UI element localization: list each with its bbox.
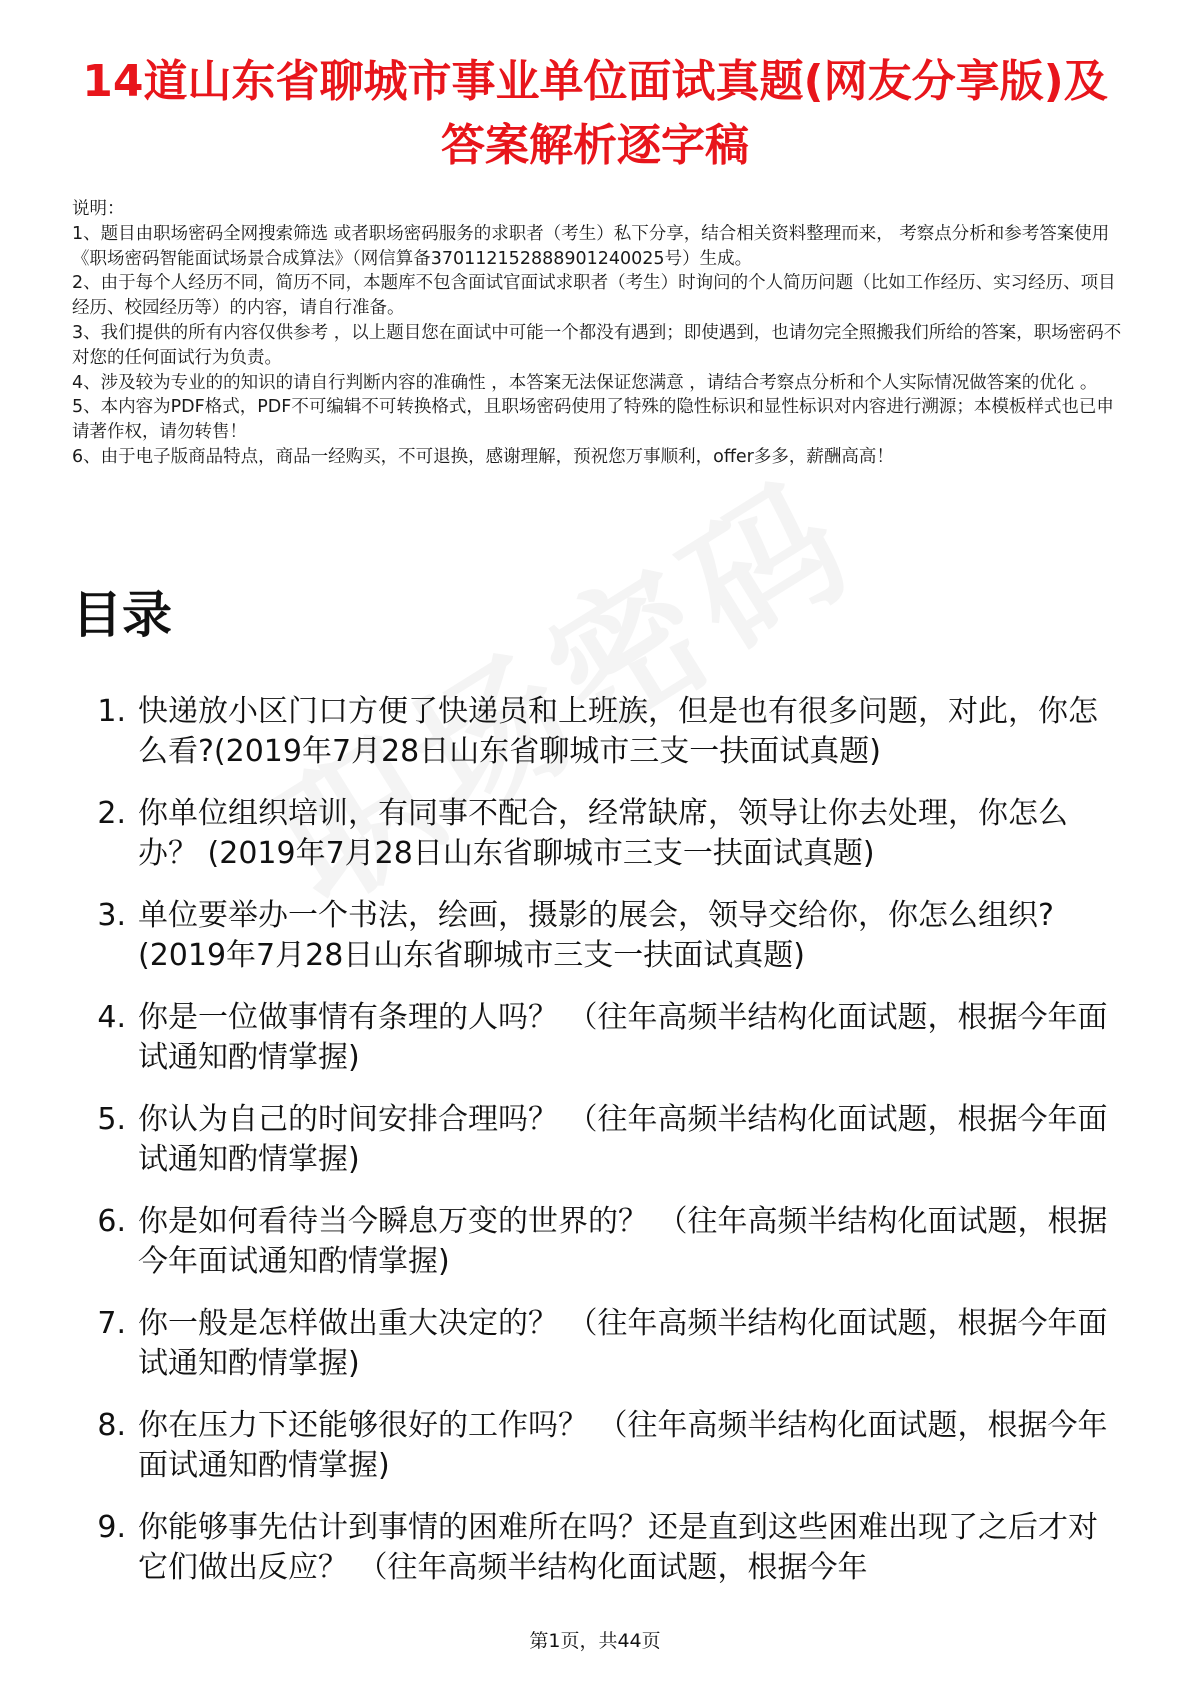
toc-item-number: 9.: [97, 1510, 126, 1545]
note-item: 6、由于电子版商品特点，商品一经购买，不可退换，感谢理解，预祝您万事顺利，offer多多，薪酬高高！: [72, 446, 894, 467]
toc-item-link[interactable]: 你能够事先估计到事情的困难所在吗？还是直到这些困难出现了之后才对它们做出反应？ （往年高频半结构化面试题，根据今年: [138, 1510, 1098, 1585]
toc-item-link[interactable]: 你在压力下还能够很好的工作吗？ （往年高频半结构化面试题，根据今年面试通知酌情掌握): [138, 1408, 1108, 1483]
toc-item-link[interactable]: 你认为自己的时间安排合理吗？ （往年高频半结构化面试题，根据今年面试通知酌情掌握): [138, 1102, 1108, 1177]
toc-item-number: 4.: [97, 1000, 126, 1035]
toc-item[interactable]: [72, 1406, 1122, 1486]
toc-item-number: 3.: [97, 898, 126, 933]
toc-item[interactable]: [72, 794, 1122, 874]
toc-item[interactable]: [72, 1100, 1122, 1180]
note-item: 4、涉及较为专业的的知识的请自行判断内容的准确性 ，本答案无法保证您满意 ，请结合考察点分析和个人实际情况做答案的优化 。: [72, 372, 1098, 393]
note-item: 3、我们提供的所有内容仅供参考 ，以上题目您在面试中可能一个都没有遇到；即使遇到，也请勿完全照搬我们所给的答案，职场密码不对您的任何面试行为负责。: [72, 322, 1122, 368]
note-item: 5、本内容为PDF格式，PDF不可编辑不可转换格式，且职场密码使用了特殊的隐性标识和显性标识对内容进行溯源；本模板样式也已申请著作权，请勿转售！: [72, 397, 1114, 443]
toc-item-number: 5.: [97, 1102, 126, 1137]
note-item: 2、由于每个人经历不同，简历不同，本题库不包含面试官面试求职者（考生）时询问的个人简历问题（比如工作经历、实习经历、项目经历、校园经历等）的内容，请自行准备。: [72, 273, 1116, 319]
toc-item[interactable]: [72, 692, 1122, 772]
toc-item-number: 1.: [97, 694, 126, 729]
notes-heading: 说明：: [72, 199, 125, 219]
toc-item-number: 7.: [97, 1306, 126, 1341]
toc-item-link[interactable]: 你是如何看待当今瞬息万变的世界的？ （往年高频半结构化面试题，根据今年面试通知酌情掌握): [138, 1204, 1108, 1279]
toc-item[interactable]: [72, 1304, 1122, 1384]
toc-item-link[interactable]: 单位要举办一个书法，绘画，摄影的展会，领导交给你，你怎么组织?(2019年7月28日山东省聊城市三支一扶面试真题): [138, 898, 1054, 973]
document-title: 14道山东省聊城市事业单位面试真题(网友分享版)及答案解析逐字稿: [82, 56, 1108, 171]
toc-item-number: 6.: [97, 1204, 126, 1239]
toc-item-link[interactable]: 你一般是怎样做出重大决定的？ （往年高频半结构化面试题，根据今年面试通知酌情掌握): [138, 1306, 1108, 1381]
notes-section: [72, 197, 1122, 470]
table-of-contents: [72, 692, 1122, 1610]
toc-item-link[interactable]: 你单位组织培训，有同事不配合，经常缺席，领导让你去处理，你怎么办？ (2019年7月28日山东省聊城市三支一扶面试真题): [138, 796, 1068, 871]
toc-item[interactable]: [72, 998, 1122, 1078]
toc-item[interactable]: [72, 896, 1122, 976]
toc-item-number: 2.: [97, 796, 126, 831]
toc-item[interactable]: [72, 1508, 1122, 1588]
toc-item-link[interactable]: 你是一位做事情有条理的人吗？ （往年高频半结构化面试题，根据今年面试通知酌情掌握): [138, 1000, 1108, 1075]
note-item: 1、题目由职场密码全网搜索筛选 或者职场密码服务的求职者（考生）私下分享，结合相关资料整理而来， 考察点分析和参考答案使用《职场密码智能面试场景合成算法》（网信算备370112152888901240025号）生成。: [72, 223, 1110, 269]
toc-heading: 目录: [72, 586, 172, 644]
page-footer: 第1页，共44页: [529, 1630, 661, 1652]
toc-item-number: 8.: [97, 1408, 126, 1443]
toc-item[interactable]: [72, 1202, 1122, 1282]
toc-item-link[interactable]: 快递放小区门口方便了快递员和上班族，但是也有很多问题，对此，你怎么看?(2019年7月28日山东省聊城市三支一扶面试真题): [138, 694, 1098, 769]
